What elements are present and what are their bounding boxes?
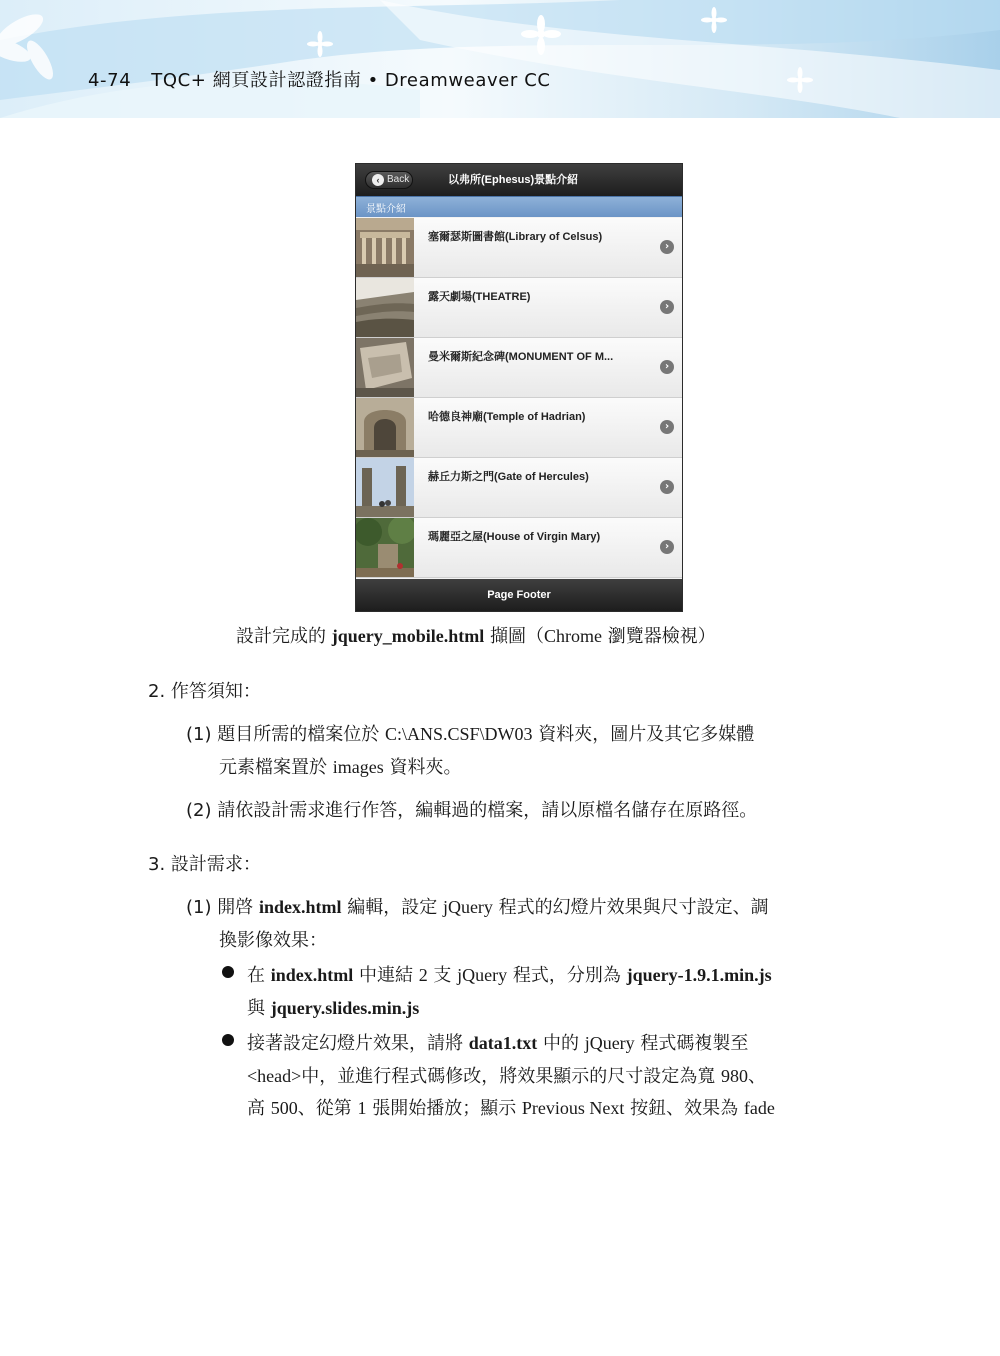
folder-path: C:\ANS.CSF\DW03 xyxy=(384,724,533,744)
body-text: 資料夾，圖片及其它多媒體 xyxy=(532,724,755,745)
filename: index.html xyxy=(258,897,342,917)
body-text: 開啓 xyxy=(217,897,259,918)
caption-text: 設計完成的 xyxy=(236,626,332,647)
script-filename: jquery-1.9.1.min.js xyxy=(626,965,772,985)
body-text: 、 xyxy=(748,1066,767,1087)
list-item-label: 曼米爾斯紀念碑(MONUMENT OF M... xyxy=(428,351,614,363)
body-text: 資料夾。 xyxy=(383,757,462,778)
body-text: 張開始播放；顯示 xyxy=(366,1098,522,1119)
running-header xyxy=(88,66,551,92)
head-tag: <head> xyxy=(247,1066,302,1086)
bullet-1-line-2 xyxy=(247,994,419,1020)
body-text: 支 xyxy=(427,965,458,986)
chevron-right-icon: › xyxy=(660,300,674,314)
thumbnail-library-of-celsus xyxy=(356,218,414,277)
width-value: 980 xyxy=(721,1066,749,1086)
body-text: 中，並進行程式碼修改，將效果顯示的尺寸設定為寬 xyxy=(301,1066,722,1087)
body-text: 請依設計需求進行作答，編輯過的檔案，請以原檔名儲存在原路徑。 xyxy=(217,800,758,821)
body-text: 題目所需的檔案位於 xyxy=(217,724,385,745)
list-item[interactable] xyxy=(356,398,682,458)
mobile-screenshot-figure xyxy=(355,163,683,612)
caption-text: 瀏覽器檢視） xyxy=(601,626,716,647)
section-3-item-1-line-2: 換影像效果： xyxy=(219,930,327,951)
attraction-list xyxy=(356,218,682,578)
bullet-2-line-1 xyxy=(247,1029,748,1055)
section-2-heading: 2. 作答須知： xyxy=(148,681,261,702)
data-filename: data1.txt xyxy=(468,1033,538,1053)
body-text: 元素檔案置於 xyxy=(219,757,333,778)
list-item-label: 哈德良神廟(Temple of Hadrian) xyxy=(428,411,586,423)
page-number: 4-74 xyxy=(88,70,132,91)
list-item-label: 瑪麗亞之屋(House of Virgin Mary) xyxy=(428,531,601,543)
chevron-right-icon: › xyxy=(660,360,674,374)
bullet-1-line-1 xyxy=(247,961,772,987)
mobile-header-bar xyxy=(356,164,682,196)
list-item[interactable] xyxy=(356,218,682,278)
bullet-icon xyxy=(222,1034,234,1046)
caption-browser: Chrome xyxy=(543,626,602,646)
figure-caption xyxy=(236,622,716,648)
book-title: TQC+ 網頁設計認證指南 xyxy=(151,70,362,91)
section-2-item-2 xyxy=(186,796,757,822)
jquery-term: jQuery xyxy=(457,965,508,985)
body-text: 程式碼複製至 xyxy=(634,1033,749,1054)
list-item[interactable] xyxy=(356,458,682,518)
chevron-right-icon: › xyxy=(660,480,674,494)
body-text: 高 xyxy=(247,1098,271,1119)
number: 2 xyxy=(418,965,428,985)
chevron-right-icon: › xyxy=(660,240,674,254)
thumbnail-gate-of-hercules xyxy=(356,458,414,517)
thumbnail-temple-of-hadrian xyxy=(356,398,414,457)
list-item[interactable] xyxy=(356,278,682,338)
caption-text: 擷圖（ xyxy=(484,626,544,647)
section-2-item-1-line-1 xyxy=(186,720,754,746)
item-number: (2) xyxy=(186,800,212,821)
back-button[interactable] xyxy=(365,171,413,189)
body-text: 、從第 xyxy=(297,1098,358,1119)
list-item[interactable] xyxy=(356,338,682,398)
page-header-banner xyxy=(0,0,1000,118)
thumbnail-monument xyxy=(356,338,414,397)
list-divider xyxy=(356,196,682,217)
body-text: 中連結 xyxy=(353,965,419,986)
list-item[interactable] xyxy=(356,518,682,578)
caption-filename: jquery_mobile.html xyxy=(331,626,485,646)
button-names: Previous Next xyxy=(521,1098,625,1118)
section-2-item-1-line-2 xyxy=(219,753,461,779)
bullet-2-line-2 xyxy=(247,1062,766,1088)
list-item-label: 塞爾瑟斯圖書館(Library of Celsus) xyxy=(428,231,603,243)
start-slide-value: 1 xyxy=(357,1098,367,1118)
body-text: 接著設定幻燈片效果，請將 xyxy=(247,1033,469,1054)
height-value: 500 xyxy=(270,1098,298,1118)
banner-background xyxy=(0,0,1000,118)
item-number: (1) xyxy=(186,724,212,745)
body-text: 按鈕、效果為 xyxy=(624,1098,744,1119)
item-number: (1) xyxy=(186,897,212,918)
section-3-item-1-line-1 xyxy=(186,893,769,919)
section-3-heading: 3. 設計需求： xyxy=(148,854,261,875)
body-text: 程式，分別為 xyxy=(507,965,627,986)
chevron-right-icon: › xyxy=(660,540,674,554)
body-text: 程式的幻燈片效果與尺寸設定、調 xyxy=(492,897,769,918)
thumbnail-house-of-virgin-mary xyxy=(356,518,414,577)
back-button-label: Back xyxy=(387,174,410,185)
body-text: 與 xyxy=(247,998,271,1019)
book-subtitle: Dreamweaver CC xyxy=(384,70,551,91)
list-item-label: 赫丘力斯之門(Gate of Hercules) xyxy=(428,471,589,483)
bullet-icon xyxy=(222,966,234,978)
mobile-footer-bar: Page Footer xyxy=(356,579,682,611)
jquery-term: jQuery xyxy=(442,897,493,917)
script-filename: jquery.slides.min.js xyxy=(270,998,420,1018)
bullet-2-line-3 xyxy=(247,1094,775,1120)
mobile-page-title: 以弗所(Ephesus)景點介紹 xyxy=(448,174,579,186)
chevron-left-icon: ‹ xyxy=(372,174,384,186)
header-separator: • xyxy=(367,70,379,91)
filename: index.html xyxy=(270,965,354,985)
chevron-right-icon: › xyxy=(660,420,674,434)
body-text: 編輯，設定 xyxy=(341,897,443,918)
body-text: 在 xyxy=(247,965,271,986)
list-divider-label: 景點介紹 xyxy=(366,204,406,215)
body-text: 中的 xyxy=(537,1033,585,1054)
images-folder: images xyxy=(332,757,384,777)
effect-value: fade xyxy=(743,1098,775,1118)
jquery-term: jQuery xyxy=(584,1033,635,1053)
thumbnail-theatre xyxy=(356,278,414,337)
list-item-label: 露天劇場(THEATRE) xyxy=(428,291,531,303)
